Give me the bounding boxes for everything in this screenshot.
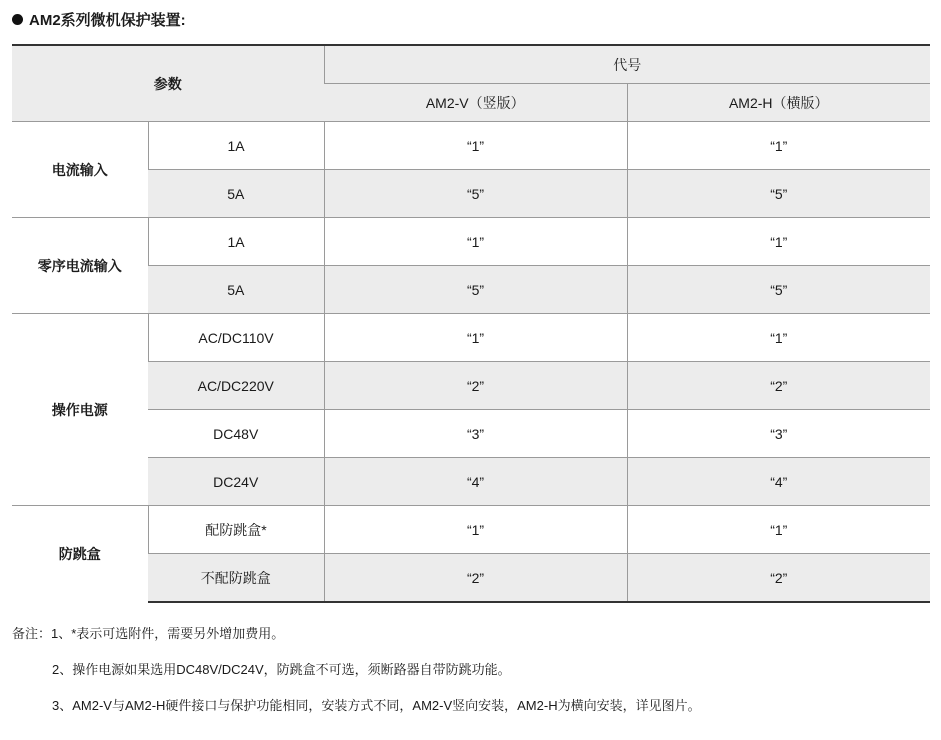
group-label-zero-seq-current: 零序电流输入 <box>12 218 148 314</box>
header-am2-v: AM2-V（竖版） <box>324 84 627 122</box>
group-label-operating-power: 操作电源 <box>12 314 148 506</box>
param-cell: 1A <box>148 218 324 266</box>
code-h-cell: “1” <box>627 122 930 170</box>
table-row <box>12 458 930 506</box>
bullet-icon <box>12 14 23 25</box>
param-cell: DC48V <box>148 410 324 458</box>
code-v-cell: “1” <box>324 218 627 266</box>
code-h-cell: “5” <box>627 170 930 218</box>
note-1: 备注：1、*表示可选附件，需要另外增加费用。 <box>12 626 285 641</box>
param-cell: 5A <box>148 170 324 218</box>
group-label-current-input: 电流输入 <box>12 122 148 218</box>
code-v-cell: “4” <box>324 458 627 506</box>
section-heading <box>12 8 186 30</box>
code-h-cell: “2” <box>627 554 930 603</box>
code-v-cell: “3” <box>324 410 627 458</box>
table-row <box>12 554 930 603</box>
code-v-cell: “5” <box>324 266 627 314</box>
param-cell: 不配防跳盒 <box>148 554 324 603</box>
header-params: 参数 <box>12 45 324 122</box>
notes <box>12 624 701 732</box>
param-cell: 1A <box>148 122 324 170</box>
code-h-cell: “1” <box>627 506 930 554</box>
code-v-cell: “1” <box>324 506 627 554</box>
code-v-cell: “1” <box>324 314 627 362</box>
spec-table <box>12 44 930 603</box>
table-row <box>12 122 930 170</box>
code-v-cell: “2” <box>324 554 627 603</box>
code-h-cell: “3” <box>627 410 930 458</box>
code-h-cell: “4” <box>627 458 930 506</box>
param-cell: 配防跳盒* <box>148 506 324 554</box>
table-row <box>12 506 930 554</box>
table-row <box>12 170 930 218</box>
code-h-cell: “1” <box>627 218 930 266</box>
table-row <box>12 218 930 266</box>
header-code: 代号 <box>324 45 930 84</box>
param-cell: DC24V <box>148 458 324 506</box>
note-2: 2、操作电源如果选用DC48V/DC24V，防跳盒不可选，须断路器自带防跳功能。 <box>52 662 511 677</box>
table-row <box>12 362 930 410</box>
code-h-cell: “1” <box>627 314 930 362</box>
code-v-cell: “5” <box>324 170 627 218</box>
heading-text: AM2系列微机保护装置: <box>29 11 186 29</box>
table-row <box>12 410 930 458</box>
code-v-cell: “2” <box>324 362 627 410</box>
note-3: 3、AM2-V与AM2-H硬件接口与保护功能相同，安装方式不同，AM2-V竖向安装，AM2-H为横向安装，详见图片。 <box>52 698 701 713</box>
param-cell: AC/DC110V <box>148 314 324 362</box>
table-row <box>12 314 930 362</box>
group-label-anti-jump-box: 防跳盒 <box>12 506 148 603</box>
header-am2-h: AM2-H（横版） <box>627 84 930 122</box>
param-cell: AC/DC220V <box>148 362 324 410</box>
code-h-cell: “5” <box>627 266 930 314</box>
code-h-cell: “2” <box>627 362 930 410</box>
code-v-cell: “1” <box>324 122 627 170</box>
table-row <box>12 266 930 314</box>
param-cell: 5A <box>148 266 324 314</box>
